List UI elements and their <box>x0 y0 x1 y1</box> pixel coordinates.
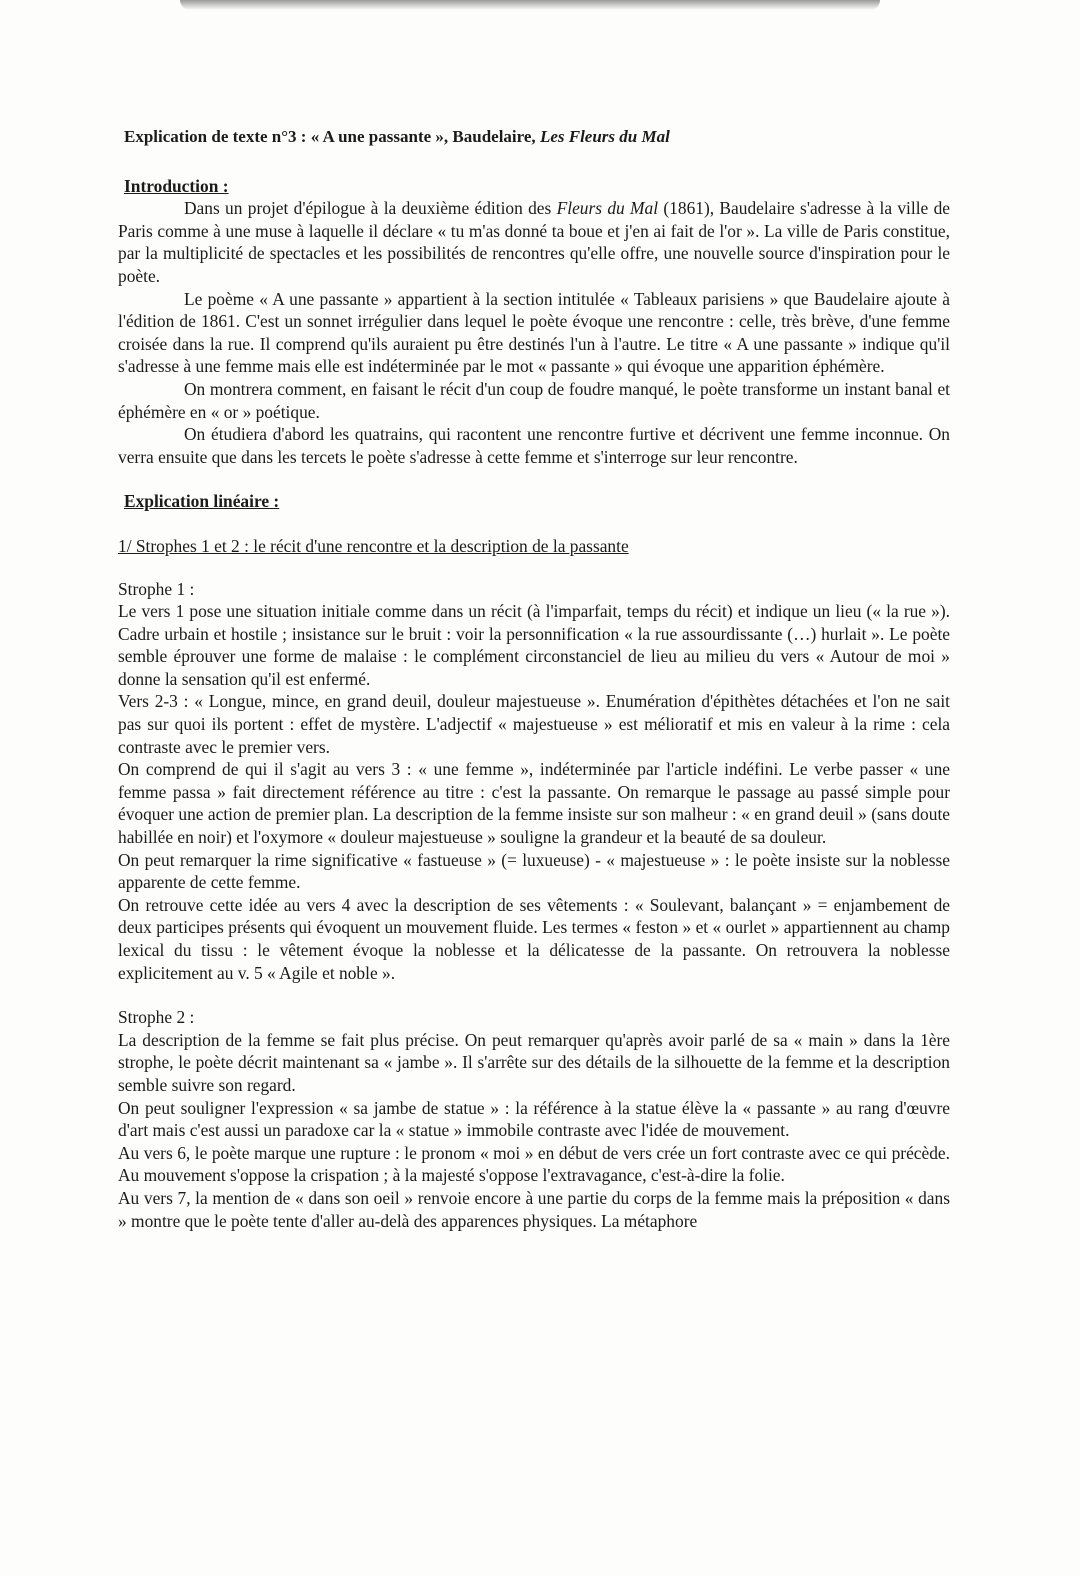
strophe2-label: Strophe 2 : <box>118 1007 195 1028</box>
title-text: Explication de texte n°3 : « A une passante », Baudelaire, <box>124 127 540 146</box>
strophe1-paragraph-5: On retrouve cette idée au vers 4 avec la description de ses vêtements : « Soulevant, balançant » = enjambement de deux participes présents qui évoquent un mouvement fluide. Les termes « feston » et « ourlet » appartiennent au champ lexical du tissu : le vêtement évoque la noblesse et la délicatesse de la passante. On retrouvera la noblesse explicitement au v. 5 « Agile et noble ». <box>118 894 950 983</box>
scan-shadow <box>180 0 880 10</box>
intro-paragraph-3: On montrera comment, en faisant le récit d'un coup de foudre manqué, le poète transforme un instant banal et éphémère en « or » poétique. <box>118 378 950 422</box>
document-title <box>124 126 950 149</box>
title-book: Les Fleurs du Mal <box>539 127 670 146</box>
strophe1-paragraph-1: Le vers 1 pose une situation initiale comme dans un récit (à l'imparfait, temps du récit) et indique un lieu (« la rue »). Cadre urbain et hostile ; insistance sur le bruit : voir la personnification « la rue assourdissante (…) hurlait ». Le poète semble éprouver une forme de malaise : le complément circonstanciel de lieu au milieu du vers « Autour de moi » donne la sensation qu'il est enfermé. <box>118 601 950 689</box>
strophe1-label: Strophe 1 : <box>118 578 195 599</box>
strophe2-paragraph-4: Au vers 7, la mention de « dans son oeil » renvoie encore à une partie du corps de la femme mais la préposition « dans » montre que le poète tente d'aller au-delà des apparences physiques. La métaphore <box>118 1187 950 1231</box>
intro-paragraph-2: Le poème « A une passante » appartient à la section intitulée « Tableaux parisiens » que Baudelaire ajoute à l'édition de 1861. C'est un sonnet irrégulier dans lequel le poète évoque une rencontre : celle, très brève, d'une femme croisée dans la rue. Il comprend qu'ils auraient pu être destinés l'un à l'autre. Le titre « A une passante » indique qu'il s'adresse à une femme mais elle est indéterminée par le mot « passante » qui évoque une apparition éphémère. <box>118 288 950 377</box>
intro-p1-a: Dans un projet d'épilogue à la deuxième édition des <box>184 198 557 219</box>
part1-heading: 1/ Strophes 1 et 2 : le récit d'une rencontre et la description de la passante <box>118 535 629 556</box>
intro-paragraph-1 <box>118 197 950 287</box>
strophe2-paragraph-1: La description de la femme se fait plus précise. On peut remarquer qu'après avoir parlé de sa « main » dans la 1ère strophe, le poète décrit maintenant sa « jambe ». Il s'arrête sur des détails de la silhouette de la femme et la description semble suivre son regard. <box>118 1029 950 1095</box>
intro-paragraph-4: On étudiera d'abord les quatrains, qui racontent une rencontre furtive et décrivent une femme inconnue. On verra ensuite que dans les tercets le poète s'adresse à cette femme et s'interroge sur leur rencontre. <box>118 424 950 467</box>
strophe1-paragraph-2: Vers 2-3 : « Longue, mince, en grand deuil, douleur majestueuse ». Enumération d'épithètes détachées et l'on ne sait pas sur quoi ils portent : effet de mystère. L'adjectif « majestueuse » est mélioratif et mis en valeur à la rime : cela contraste avec le premier vers. <box>118 691 950 757</box>
explication-heading: Explication linéaire : <box>124 491 280 512</box>
document-page <box>118 126 950 1232</box>
intro-heading: Introduction : <box>124 175 229 196</box>
strophe1-paragraph-4: On peut remarquer la rime significative « fastueuse » (= luxueuse) - « majestueuse » : le poète insiste sur la noblesse apparente de cette femme. <box>118 849 950 893</box>
strophe2-paragraph-2: On peut souligner l'expression « sa jambe de statue » : la référence à la statue élève la « passante » au rang d'œuvre d'art mais c'est aussi un paradoxe car la « statue » immobile contraste avec l'idée de mouvement. <box>118 1097 950 1141</box>
strophe2-paragraph-3: Au vers 6, le poète marque une rupture : le pronom « moi » en début de vers crée un fort contraste avec ce qui précède. Au mouvement s'oppose la crispation ; à la majesté s'oppose l'extravagance, c'est-à-dire la folie. <box>118 1142 950 1186</box>
strophe1-paragraph-3: On comprend de qui il s'agit au vers 3 : « une femme », indéterminée par l'article indéfini. Le verbe passer « une femme passa » fait directement référence au titre : c'est la passante. On remarque le passage au passé simple pour évoquer une action de premier plan. La description de la femme insiste sur son malheur : « en grand deuil » (sans doute habillée en noir) et l'oxymore « douleur majestueuse » souligne la grandeur et la beauté de sa douleur. <box>118 759 950 848</box>
intro-p1-b: (1861), Baudelaire s'adresse à la ville de Paris comme à une muse à laquelle il déclare « tu m'as donné ta boue et j'en ai fait de l'or ». La ville de Paris constitue, par la multiplicité de spectacles et les possibilités de rencontres qu'elle offre, une nouvelle source d'inspiration pour le poète. <box>118 198 951 286</box>
intro-p1-title: Fleurs du Mal <box>556 198 659 219</box>
